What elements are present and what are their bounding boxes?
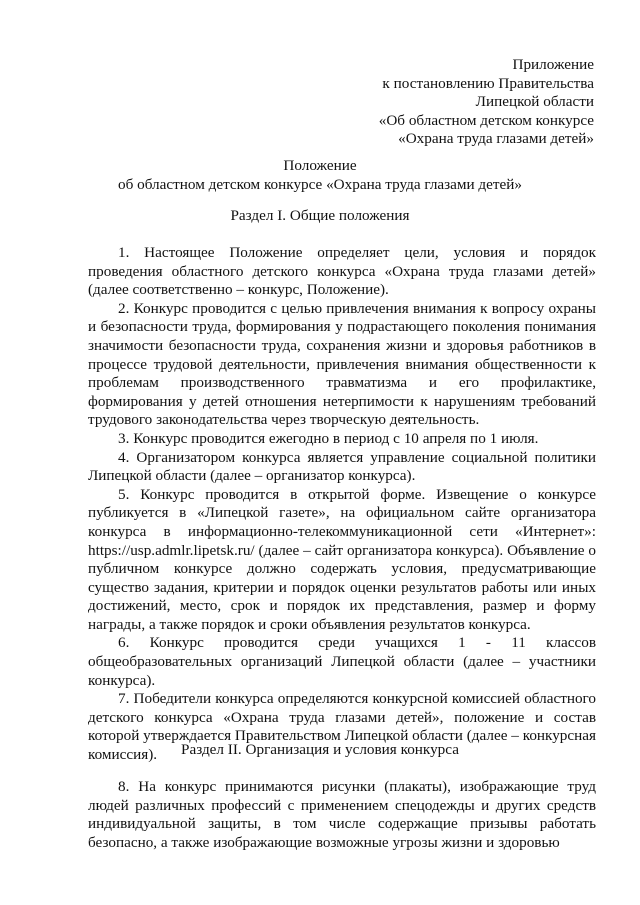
paragraph-7: 7. Победители конкурса определяются конкурсной комиссией областного детского конкурса «Охрана труда глазами детей», положение и состав которой утверждается Правительством Липецкой области (далее – конкурсная комиссия).: [88, 690, 596, 764]
section-heading-1: Раздел I. Общие положения: [230, 207, 410, 224]
approval-line: к постановлению Правительства: [382, 74, 594, 92]
section-heading-2: Раздел II. Организация и условия конкурса: [181, 741, 459, 758]
paragraph-1: 1. Настоящее Положение определяет цели, условия и порядок проведения областного детского конкурса «Охрана труда глазами детей» (далее соответственно – конкурс, Положение).: [88, 244, 596, 299]
approval-line: «Охрана труда глазами детей»: [398, 130, 594, 148]
approval-line: Липецкой области: [475, 93, 594, 111]
title-line: Положение: [283, 157, 357, 174]
document-title: [0, 157, 640, 194]
section-1-body: [88, 244, 596, 765]
paragraph-5: 5. Конкурс проводится в открытой форме. Извещение о конкурсе публикуется в «Липецкой газете», на официальном сайте организатора конкурса в информационно-телекоммуникационной сети «Интернет»: https://usp.admlr.lipetsk.ru/ (далее – сайт организатора конкурса). Объявление о публичном конкурсе должно содержать условия, предусматривающие существо задания, критерии и порядок оценки результатов работы или иных достижений, место, срок и порядок их представления, размер и форму награды, а также порядок и сроки объявления результатов конкурса.: [88, 485, 596, 633]
paragraph-4: 4. Организатором конкурса является управление социальной политики Липецкой области (далее – организатор конкурса).: [88, 448, 596, 485]
approval-block: [379, 56, 594, 149]
paragraph-2: 2. Конкурс проводится с целью привлечения внимания к вопросу охраны и безопасности труда, формирования у подрастающего поколения понимания значимости безопасности труда, сохранения жизни и здоровья работников в процессе трудовой деятельности, привлечения внимания общественности к проблемам производственного травматизма и его профилактике, формирования у детей отношения нетерпимости к нарушениям требований трудового законодательства через творческую деятельность.: [88, 299, 596, 429]
approval-line: Приложение: [512, 56, 594, 73]
title-line: об областном детском конкурсе «Охрана труда глазами детей»: [118, 175, 522, 193]
paragraph-8: 8. На конкурс принимаются рисунки (плакаты), изображающие труд людей различных профессий с применением спецодежды и других средств индивидуальной защиты, в том числе содержащие призывы работать безопасно, а также изображающие возможные угрозы жизни и здоровью: [88, 778, 596, 851]
section-2-body: [88, 778, 596, 852]
approval-line: «Об областном детском конкурсе: [378, 111, 594, 129]
paragraph-6: 6. Конкурс проводится среди учащихся 1 - 11 классов общеобразовательных организаций Липецкой области (далее – участники конкурса).: [88, 634, 596, 689]
paragraph-3: 3. Конкурс проводится ежегодно в период с 10 апреля по 1 июля.: [118, 429, 539, 447]
